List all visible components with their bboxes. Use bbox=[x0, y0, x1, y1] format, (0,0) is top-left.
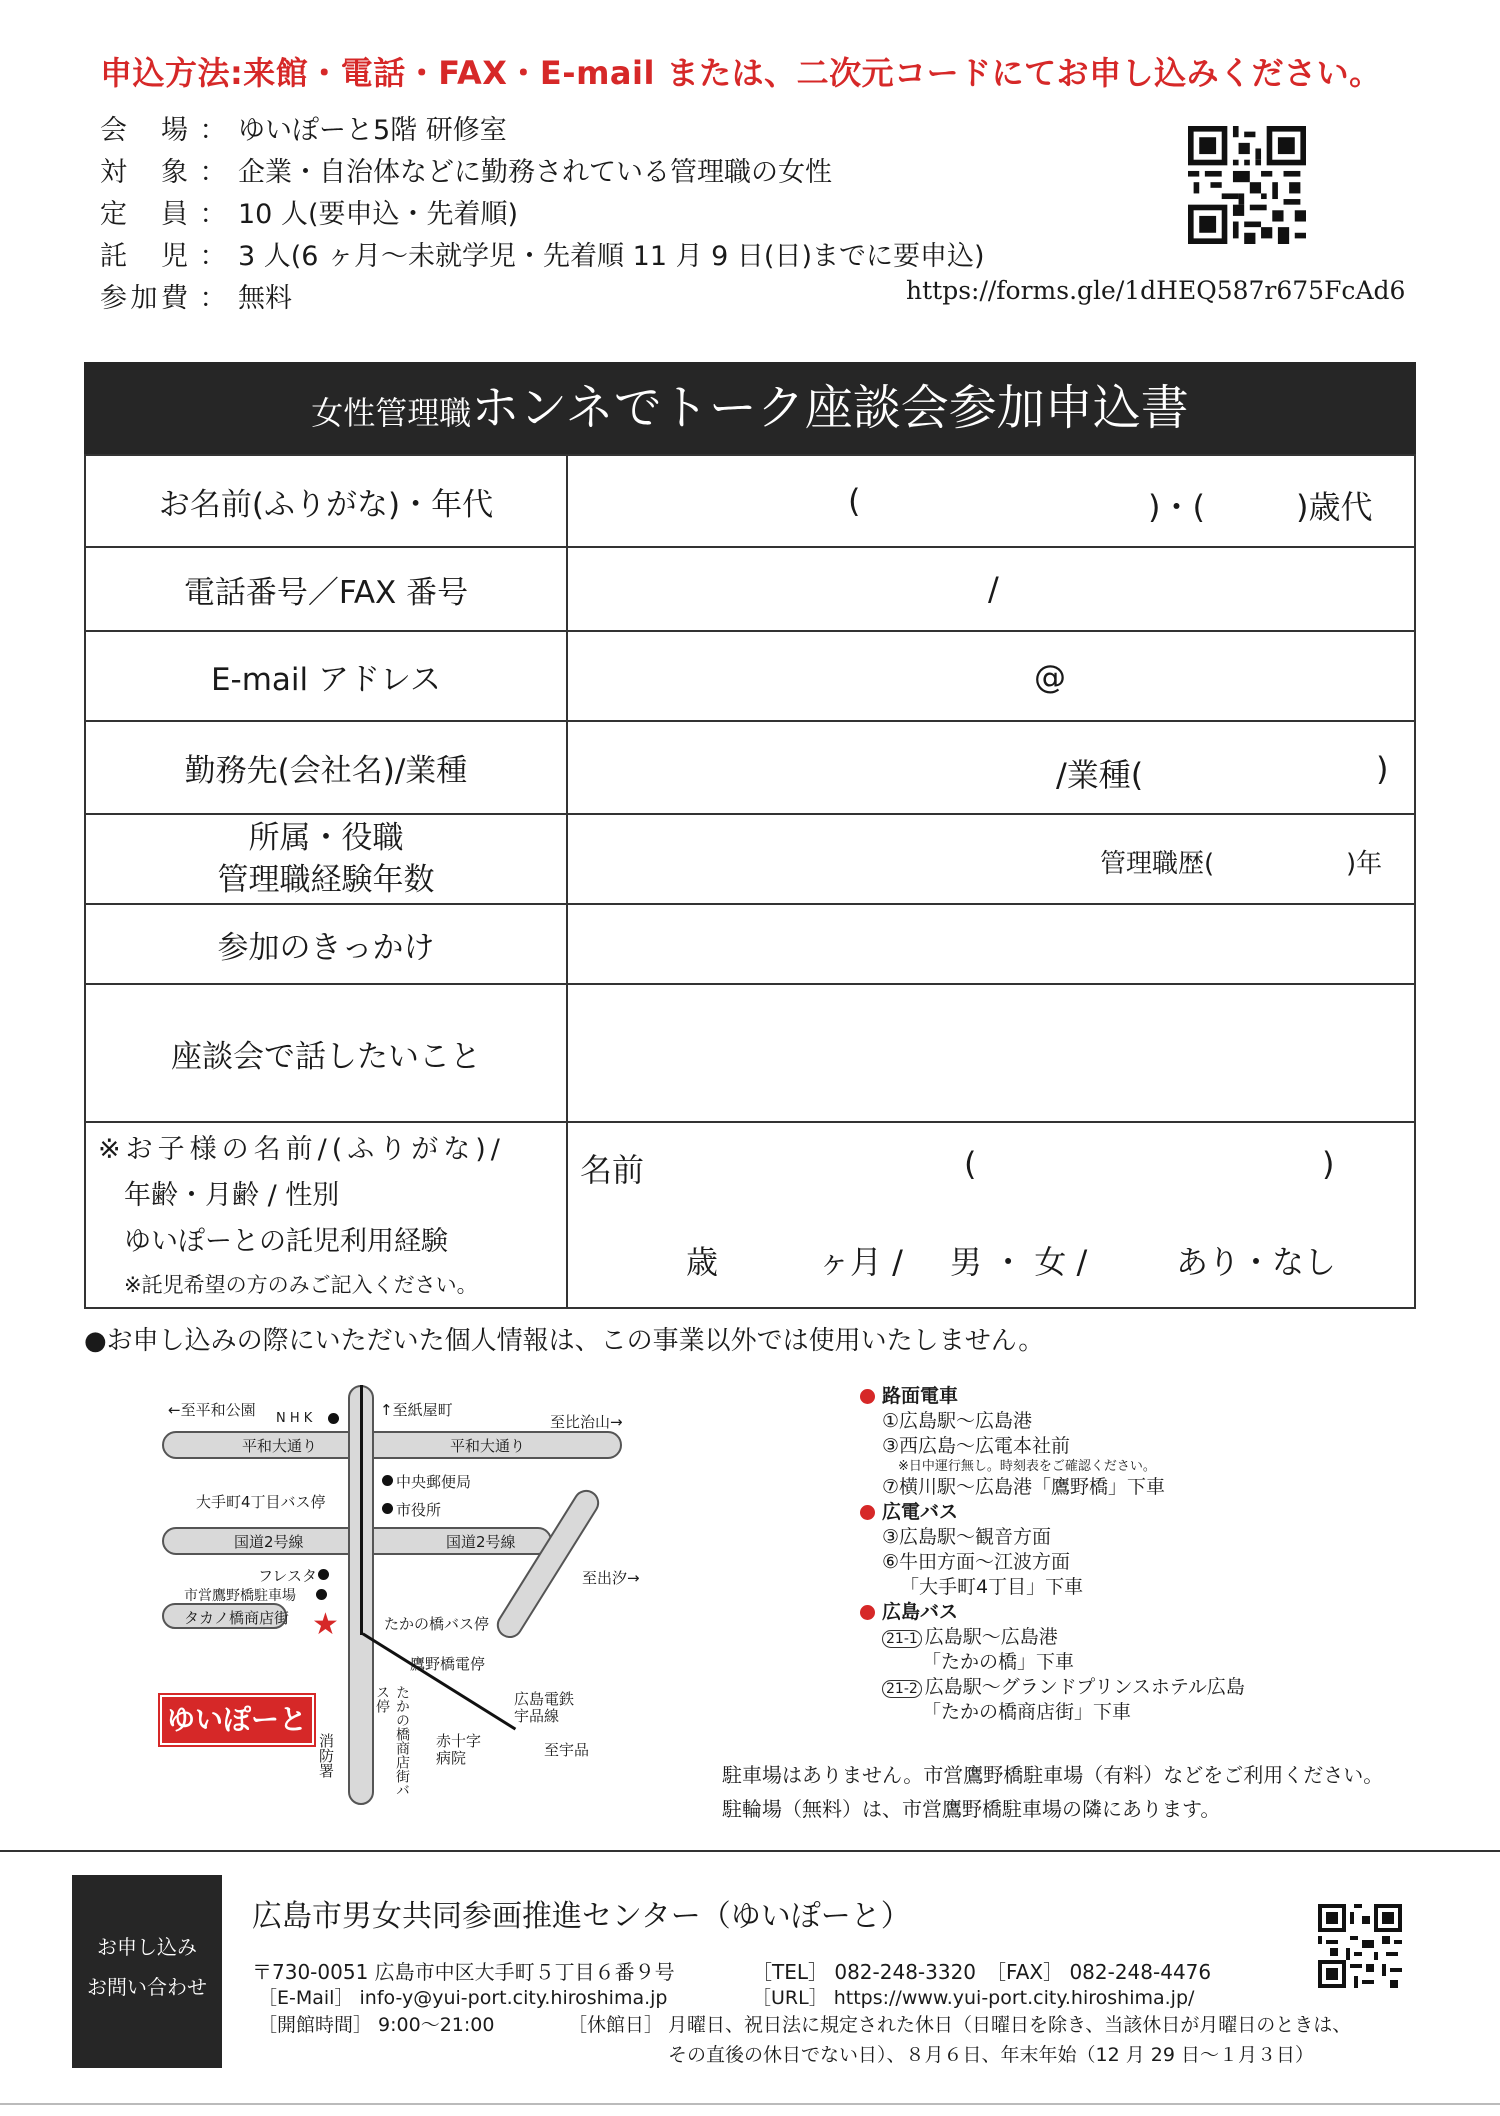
footer-closed-label: ［休館日］ bbox=[568, 2014, 664, 2036]
contact-box-line1: お申し込み bbox=[97, 1935, 197, 1959]
map-fresta: フレスタ bbox=[258, 1567, 317, 1585]
bus-stop: 「たかの橋」下車 bbox=[922, 1651, 1075, 1673]
footer-divider bbox=[0, 1850, 1500, 1852]
name-field[interactable] bbox=[567, 455, 1415, 547]
map-shotengai-bus-stop: たかの橋商店街バス停 bbox=[374, 1685, 410, 1797]
child-name-label: 名前 bbox=[580, 1151, 645, 1189]
map-fire-station: 消防署 bbox=[317, 1733, 335, 1778]
paren: )・( bbox=[1148, 488, 1205, 526]
info-label: 対 象 bbox=[100, 157, 188, 188]
phone-field[interactable] bbox=[567, 547, 1415, 631]
topic-field[interactable] bbox=[567, 984, 1415, 1122]
map-takanobashi-station: 鷹野橋電停 bbox=[410, 1655, 486, 1673]
tram-line bbox=[360, 1385, 363, 1635]
tram-note: ※日中運行無し。時刻表をご確認ください。 bbox=[898, 1459, 1156, 1474]
footer-hours: ［開館時間］ 9:00～21:00 bbox=[258, 2014, 495, 2036]
map-dot bbox=[316, 1589, 327, 1600]
map-takanobashi-shotengai: タカノ橋商店街 bbox=[184, 1609, 290, 1627]
child-label-line2: 年齢・月齢 / 性別 bbox=[124, 1180, 340, 1211]
map-parking: 市営鷹野橋駐車場 bbox=[184, 1588, 296, 1604]
application-method: 申込方法:来館・電話・FAX・E-mail または、二次元コードにてお申し込みください。 bbox=[100, 54, 1382, 92]
child-gender-options: 男 ・ 女 / bbox=[950, 1243, 1088, 1281]
map-nhk: N H K bbox=[276, 1411, 313, 1426]
child-experience-options: あり・なし bbox=[1176, 1243, 1337, 1281]
form-row-phone bbox=[85, 547, 1415, 631]
footer-closed-days-2: その直後の休日でない日）、８月６日、年末年始（12 月 29 日～１月３日） bbox=[668, 2044, 1314, 2066]
bus-stop: 「たかの橋商店街」下車 bbox=[922, 1701, 1132, 1723]
email-field[interactable] bbox=[567, 631, 1415, 721]
age-suffix: )歳代 bbox=[1296, 488, 1373, 526]
qr-code-icon[interactable] bbox=[1188, 126, 1306, 244]
map-dot bbox=[382, 1503, 393, 1514]
footer-url[interactable]: ［URL］ https://www.yui-port.city.hiroshima.jp/ bbox=[752, 1987, 1195, 2009]
bicycle-parking-line: 駐輪場（無料）は、市営鷹野橋駐車場の隣にあります。 bbox=[722, 1797, 1221, 1821]
form-row-dept bbox=[85, 814, 1415, 904]
footer-email[interactable]: ［E-Mail］ info-y@yui-port.city.hiroshima.jp bbox=[258, 1987, 668, 2009]
form-title-large: ホンネでトーク座談会参加申込書 bbox=[471, 380, 1189, 436]
map-to-hijiyama: 至比治山→ bbox=[550, 1413, 623, 1431]
parking-line: 駐車場はありません。市営鷹野橋駐車場（有料）などをご利用ください。 bbox=[722, 1763, 1384, 1787]
info-label: 定 員 bbox=[100, 199, 188, 230]
company-label: 勤務先(会社名)/業種 bbox=[85, 721, 567, 814]
map-city-hall: 市役所 bbox=[396, 1501, 442, 1519]
child-month-label: ヶ月 / bbox=[818, 1243, 903, 1281]
form-table bbox=[84, 454, 1416, 1309]
tram-route: ③西広島～広電本社前 bbox=[882, 1435, 1071, 1457]
form-row-company bbox=[85, 721, 1415, 814]
info-value: ゆいぽーと5階 研修室 bbox=[238, 115, 507, 146]
info-fee: 参加費 ： 無料 bbox=[100, 276, 292, 315]
road-diagonal bbox=[492, 1485, 604, 1643]
map-route2: 国道2号線 bbox=[446, 1533, 516, 1551]
paren: ) bbox=[1376, 750, 1389, 788]
map-dot bbox=[328, 1413, 339, 1424]
map-to-ujina: 至宇品 bbox=[544, 1741, 590, 1759]
info-value: 3 人(6 ヶ月～未就学児・先着順 11 月 9 日(日)までに要申込) bbox=[238, 241, 985, 272]
qr-code-icon[interactable] bbox=[1318, 1904, 1402, 1988]
form-title-small: 女性管理職 bbox=[311, 394, 472, 432]
map-otemachi-bus-stop: 大手町4丁目バス停 bbox=[196, 1493, 326, 1511]
email-label: E-mail アドレス bbox=[85, 631, 567, 721]
bus-route: 21-1 広島駅～広島港 bbox=[860, 1625, 1245, 1650]
paren: ( bbox=[964, 1145, 977, 1183]
child-label-line1: ※お子様の名前/(ふりがな)/ bbox=[98, 1134, 505, 1165]
footer-address: 〒730-0051 広島市中区大手町５丁目６番９号 bbox=[252, 1960, 675, 1984]
map-red-cross: 赤十字 病院 bbox=[436, 1732, 482, 1767]
form-row-child bbox=[85, 1122, 1415, 1308]
map-to-heiwa-park: ←至平和公園 bbox=[168, 1401, 256, 1419]
info-value: 10 人(要申込・先着順) bbox=[238, 199, 519, 230]
info-capacity: 定 員 ： 10 人(要申込・先着順) bbox=[100, 192, 518, 231]
footer-tel-fax: ［TEL］ 082-248-3320 ［FAX］ 082-248-4476 bbox=[752, 1960, 1212, 1984]
contact-box-line2: お問い合わせ bbox=[87, 1975, 207, 1999]
form-title bbox=[84, 362, 1416, 454]
topic-label: 座談会で話したいこと bbox=[85, 984, 567, 1122]
dept-field[interactable] bbox=[567, 814, 1415, 904]
child-field[interactable] bbox=[567, 1122, 1415, 1308]
transit-info bbox=[860, 1384, 1245, 1725]
form-row-email bbox=[85, 631, 1415, 721]
map-heiwa-odori: 平和大通り bbox=[450, 1437, 526, 1455]
form-row-motive bbox=[85, 904, 1415, 984]
info-venue: 会 場 ： ゆいぽーと5階 研修室 bbox=[100, 108, 507, 147]
info-childcare: 託 児 ： 3 人(6 ヶ月～未就学児・先着順 11 月 9 日(日)までに要申込) bbox=[100, 234, 985, 273]
bottom-divider bbox=[0, 2103, 1500, 2105]
map-to-dashio: 至出汐→ bbox=[582, 1569, 640, 1587]
at-sign: @ bbox=[1034, 658, 1066, 696]
dept-label-line2: 管理職経験年数 bbox=[217, 862, 435, 898]
hiroshima-bus-heading: 広島バス bbox=[860, 1600, 1245, 1625]
industry-label: /業種( bbox=[1056, 756, 1144, 794]
form-row-name bbox=[85, 455, 1415, 547]
route-tag: 21-2 bbox=[882, 1680, 922, 1698]
info-label: 参加費 bbox=[100, 283, 188, 314]
map-takanobashi-bus-stop: たかの橋バス停 bbox=[384, 1615, 490, 1633]
info-label: 会 場 bbox=[100, 115, 188, 146]
map-yuiport: ゆいぽーと bbox=[160, 1695, 314, 1745]
road-heiwa-odori bbox=[162, 1431, 622, 1459]
hiroden-bus-heading: 広電バス bbox=[860, 1500, 1245, 1525]
star-icon: ★ bbox=[312, 1607, 339, 1642]
tram-heading: 路面電車 bbox=[860, 1384, 1245, 1409]
motive-field[interactable] bbox=[567, 904, 1415, 984]
experience-label: 管理職歴( bbox=[1100, 849, 1215, 879]
bus-route: 21-2 広島駅～グランドプリンスホテル広島 bbox=[860, 1675, 1245, 1700]
company-field[interactable] bbox=[567, 721, 1415, 814]
phone-separator: / bbox=[988, 570, 999, 608]
tram-route: ⑦横川駅～広島港「鷹野橋」下車 bbox=[882, 1476, 1166, 1498]
bus-route: ③広島駅～観音方面 bbox=[882, 1526, 1052, 1548]
application-form bbox=[84, 362, 1416, 1309]
info-value: 企業・自治体などに勤務されている管理職の女性 bbox=[238, 157, 832, 188]
contact-box bbox=[72, 1875, 222, 2068]
privacy-notice: ●お申し込みの際にいただいた個人情報は、この事業以外では使用いたしません。 bbox=[84, 1326, 1045, 1356]
dept-label-line1: 所属・役職 bbox=[248, 820, 404, 856]
name-label: お名前(ふりがな)・年代 bbox=[85, 455, 567, 547]
info-label: 託 児 bbox=[100, 241, 188, 272]
map-post-office: 中央郵便局 bbox=[396, 1473, 472, 1491]
info-target: 対 象 ： 企業・自治体などに勤務されている管理職の女性 bbox=[100, 150, 832, 189]
parking-info bbox=[722, 1758, 1383, 1826]
map-dot bbox=[382, 1475, 393, 1486]
motive-label: 参加のきっかけ bbox=[85, 904, 567, 984]
child-age-label: 歳 bbox=[686, 1243, 719, 1281]
footer-closed-days: 月曜日、祝日法に規定された休日（日曜日を除き、当該休日が月曜日のときは、 bbox=[668, 2014, 1352, 2036]
child-label-line3: ゆいぽーとの託児利用経験 bbox=[124, 1226, 448, 1257]
map-dot bbox=[318, 1569, 329, 1580]
child-label-line4: ※託児希望の方のみご記入ください。 bbox=[124, 1273, 478, 1297]
dept-label bbox=[85, 814, 567, 904]
form-row-topic bbox=[85, 984, 1415, 1122]
child-label bbox=[85, 1122, 567, 1308]
map-ujina-line: 広島電鉄 宇品線 bbox=[514, 1690, 575, 1725]
tram-route: ①広島駅～広島港 bbox=[882, 1410, 1033, 1432]
bus-stop: 「大手町4丁目」下車 bbox=[900, 1576, 1084, 1598]
phone-label: 電話番号／FAX 番号 bbox=[85, 547, 567, 631]
organization-name: 広島市男女共同参画推進センター（ゆいぽーと） bbox=[252, 1899, 911, 1934]
map-route2: 国道2号線 bbox=[234, 1533, 304, 1551]
paren: ) bbox=[1322, 1145, 1335, 1183]
form-url[interactable]: https://forms.gle/1dHEQ587r675FcAd6 bbox=[906, 276, 1406, 305]
info-value: 無料 bbox=[238, 283, 292, 314]
map-to-kamiyacho: ↑至紙屋町 bbox=[380, 1401, 453, 1419]
year-suffix: )年 bbox=[1346, 849, 1383, 879]
route-tag: 21-1 bbox=[882, 1630, 922, 1648]
access-map bbox=[150, 1385, 670, 1805]
map-heiwa-odori: 平和大通り bbox=[242, 1437, 318, 1455]
bus-route: ⑥牛田方面～江波方面 bbox=[882, 1551, 1071, 1573]
paren: ( bbox=[848, 482, 861, 520]
